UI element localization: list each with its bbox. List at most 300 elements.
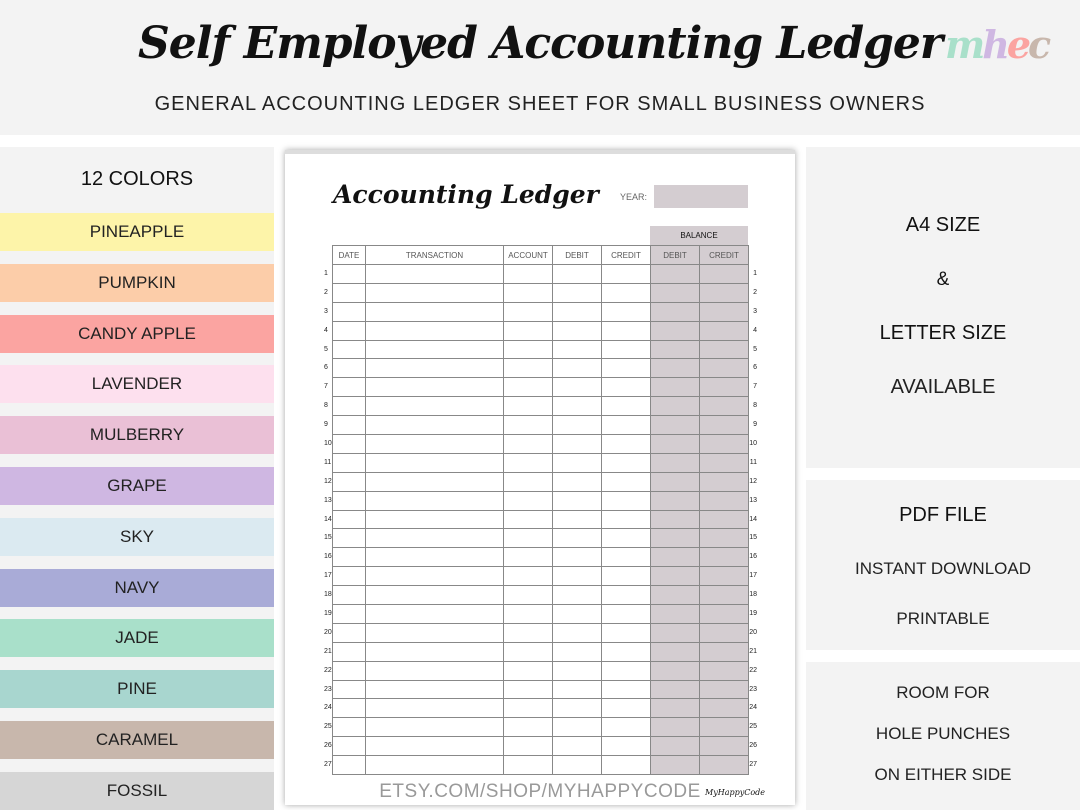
balance-header: BALANCE: [650, 226, 748, 245]
ledger-cell: [366, 661, 504, 680]
row-number: 27: [749, 761, 757, 769]
ledger-cell: [700, 586, 757, 605]
ledger-cell: [651, 699, 700, 718]
ledger-cell: [324, 699, 366, 718]
ledger-cell: [602, 680, 651, 699]
ledger-cell: [553, 472, 602, 491]
table-row: [333, 661, 749, 680]
column-header-credit: CREDIT: [602, 246, 651, 265]
ledger-cell: [366, 529, 504, 548]
ledger-cell: [366, 567, 504, 586]
ledger-cell: [324, 605, 366, 624]
table-row: [333, 397, 749, 416]
ledger-cell: [700, 605, 757, 624]
ledger-cell: [553, 605, 602, 624]
row-number: 1: [324, 270, 328, 277]
ledger-cell: [651, 680, 700, 699]
ledger-cell: [504, 378, 553, 397]
row-number: 14: [324, 515, 332, 523]
row-number: 23: [324, 685, 332, 693]
ledger-cell: [366, 416, 504, 435]
table-row: [333, 718, 749, 737]
column-header-date: DATE: [333, 246, 366, 265]
row-number: 7: [324, 383, 328, 391]
ledger-cell: [366, 623, 504, 642]
ledger-cell: [553, 491, 602, 510]
page-subtitle: GENERAL ACCOUNTING LEDGER SHEET FOR SMALL BUSINESS OWNERS: [154, 93, 926, 115]
ledger-cell: [366, 283, 504, 302]
ledger-cell: [602, 510, 651, 529]
row-number: 18: [749, 591, 757, 599]
ledger-cell: [366, 453, 504, 472]
row-number: 14: [749, 515, 757, 523]
table-row: [333, 340, 749, 359]
ledger-cell: [602, 321, 651, 340]
ledger-cell: [553, 321, 602, 340]
table-row: [333, 605, 749, 624]
ledger-cell: [602, 548, 651, 567]
ledger-cell: [504, 283, 553, 302]
ledger-cell: [324, 491, 366, 510]
ledger-cell: [602, 397, 651, 416]
header: [0, 0, 1080, 135]
ledger-cell: [602, 416, 651, 435]
table-row: [333, 359, 749, 378]
ledger-cell: [651, 605, 700, 624]
table-row: [333, 435, 749, 454]
a4-size: A4 SIZE: [905, 214, 981, 236]
ledger-cell: [324, 586, 366, 605]
ledger-cell: [553, 265, 602, 284]
ledger-cell: [504, 453, 553, 472]
ledger-cell: [700, 453, 757, 472]
row-number: 4: [324, 326, 328, 334]
ledger-cell: [553, 435, 602, 454]
ledger-cell: [324, 718, 366, 737]
colors-heading: 12 COLORS: [80, 168, 194, 190]
ledger-cell: [651, 378, 700, 397]
table-row: [333, 756, 749, 775]
color-swatch-pineapple: PINEAPPLE: [0, 213, 274, 251]
ledger-cell: [700, 548, 757, 567]
color-swatch-candy-apple: CANDY APPLE: [0, 315, 274, 353]
ledger-cell: [553, 680, 602, 699]
row-number: 3: [753, 307, 757, 315]
table-row: [333, 378, 749, 397]
ledger-cell: [700, 340, 757, 359]
row-number: 17: [324, 572, 332, 580]
ledger-cell: [553, 283, 602, 302]
row-number: 3: [324, 307, 328, 315]
ledger-cell: [700, 416, 757, 435]
ledger-cell: [504, 472, 553, 491]
ledger-cell: [324, 642, 366, 661]
ledger-cell: [504, 680, 553, 699]
ledger-cell: [504, 529, 553, 548]
color-swatch-sky: SKY: [0, 518, 274, 556]
table-row: [333, 737, 749, 756]
hole-text-1: ROOM FOR: [896, 683, 990, 702]
hole-text-3: ON EITHER SIDE: [874, 765, 1012, 784]
ledger-cell: [504, 548, 553, 567]
page-title: Self Employed Accounting Ledger: [137, 18, 943, 69]
ledger-cell: [324, 472, 366, 491]
ledger-cell: [504, 321, 553, 340]
ledger-cell: [651, 416, 700, 435]
row-number: 26: [749, 742, 757, 750]
ledger-cell: [700, 491, 757, 510]
table-row: [333, 416, 749, 435]
row-number: 7: [753, 383, 757, 391]
ledger-cell: [651, 567, 700, 586]
ledger-cell: [553, 302, 602, 321]
table-row: [333, 472, 749, 491]
ledger-title: Accounting Ledger: [333, 180, 599, 209]
ledger-cell: [504, 605, 553, 624]
ledger-cell: [651, 529, 700, 548]
ledger-cell: [651, 718, 700, 737]
row-number: 16: [324, 553, 332, 561]
table-row: [333, 491, 749, 510]
ledger-cell: [700, 302, 757, 321]
ledger-cell: [324, 340, 366, 359]
ledger-cell: [602, 453, 651, 472]
row-number: 19: [324, 610, 332, 618]
table-row: [333, 586, 749, 605]
ledger-cell: [366, 737, 504, 756]
row-number: 27: [324, 761, 332, 769]
color-swatch-navy: NAVY: [0, 569, 274, 607]
ledger-cell: [553, 510, 602, 529]
color-swatch-pumpkin: PUMPKIN: [0, 264, 274, 302]
row-number: 21: [749, 647, 757, 655]
color-swatch-lavender: LAVENDER: [0, 365, 274, 403]
ledger-cell: [366, 302, 504, 321]
ledger-cell: [602, 283, 651, 302]
ledger-cell: [504, 510, 553, 529]
ledger-cell: [553, 567, 602, 586]
ledger-cell: [504, 302, 553, 321]
ledger-cell: [553, 586, 602, 605]
ledger-cell: [602, 737, 651, 756]
ledger-cell: [504, 435, 553, 454]
ledger-cell: [602, 491, 651, 510]
ledger-cell: [504, 397, 553, 416]
row-number: 16: [749, 553, 757, 561]
ledger-cell: [651, 302, 700, 321]
ledger-cell: [602, 472, 651, 491]
ledger-cell: [700, 718, 757, 737]
ledger-cell: [366, 586, 504, 605]
ledger-cell: [602, 605, 651, 624]
ledger-cell: [366, 265, 504, 284]
ledger-cell: [700, 435, 757, 454]
column-header-debit: DEBIT: [553, 246, 602, 265]
ledger-cell: [504, 737, 553, 756]
table-row: [333, 265, 749, 284]
printable: PRINTABLE: [896, 609, 990, 628]
color-swatch-caramel: CARAMEL: [0, 721, 274, 759]
ledger-cell: [504, 699, 553, 718]
table-row: [333, 680, 749, 699]
row-number: 25: [749, 723, 757, 731]
ledger-cell: [700, 283, 757, 302]
ledger-cell: [700, 623, 757, 642]
row-number: 26: [324, 742, 332, 750]
ledger-cell: [553, 453, 602, 472]
file-panel: [806, 480, 1080, 650]
row-number: 12: [324, 477, 332, 485]
ledger-cell: [602, 642, 651, 661]
ledger-cell: [700, 472, 757, 491]
ledger-cell: [324, 510, 366, 529]
ledger-preview: [285, 150, 795, 805]
ledger-cell: [700, 359, 757, 378]
ledger-cell: [324, 435, 366, 454]
ledger-cell: [366, 359, 504, 378]
ledger-cell: [602, 435, 651, 454]
column-header-credit-balance: CREDIT: [700, 246, 749, 265]
row-number: 15: [749, 534, 757, 542]
ledger-cell: [700, 680, 757, 699]
table-row: [333, 283, 749, 302]
row-number: 24: [324, 704, 332, 712]
row-number: 12: [749, 477, 757, 485]
ledger-cell: [651, 737, 700, 756]
ledger-cell: [504, 623, 553, 642]
column-header-debit-balance: DEBIT: [651, 246, 700, 265]
ledger-cell: [324, 623, 366, 642]
ledger-cell: [651, 321, 700, 340]
ledger-cell: [602, 586, 651, 605]
ledger-cell: [651, 453, 700, 472]
ledger-cell: [553, 623, 602, 642]
ledger-cell: [366, 605, 504, 624]
ledger-cell: [504, 265, 553, 284]
ledger-cell: [651, 435, 700, 454]
ledger-cell: [504, 642, 553, 661]
column-header-account: ACCOUNT: [504, 246, 553, 265]
table-row: [333, 567, 749, 586]
ledger-cell: [602, 567, 651, 586]
ledger-cell: [651, 510, 700, 529]
ledger-cell: [504, 586, 553, 605]
ledger-cell: [366, 472, 504, 491]
row-number: 6: [753, 364, 757, 372]
ledger-cell: [553, 340, 602, 359]
ledger-cell: [602, 718, 651, 737]
table-row: [333, 642, 749, 661]
row-number: 13: [324, 496, 332, 504]
size-panel: [806, 147, 1080, 468]
year-label: YEAR:: [620, 192, 648, 202]
ledger-cell: [324, 453, 366, 472]
ledger-cell: [324, 378, 366, 397]
ledger-cell: [366, 435, 504, 454]
year-field: [654, 185, 748, 208]
ledger-cell: [553, 378, 602, 397]
ledger-cell: [700, 699, 757, 718]
row-number: 9: [324, 421, 328, 429]
ledger-cell: [700, 397, 757, 416]
ledger-cell: [651, 472, 700, 491]
row-number: 11: [749, 458, 757, 466]
row-number: 8: [753, 402, 757, 410]
row-number: 17: [749, 572, 757, 580]
hole-text-2: HOLE PUNCHES: [875, 724, 1011, 743]
ledger-cell: [504, 491, 553, 510]
row-number: 2: [753, 288, 757, 296]
ledger-cell: [366, 680, 504, 699]
ledger-cell: [651, 283, 700, 302]
ledger-cell: [602, 302, 651, 321]
row-number: 15: [324, 534, 332, 542]
ledger-cell: [324, 397, 366, 416]
ledger-cell: [324, 548, 366, 567]
ledger-cell: [651, 548, 700, 567]
ledger-cell: [553, 718, 602, 737]
table-row: [333, 623, 749, 642]
table-row: [333, 510, 749, 529]
ledger-cell: [504, 756, 553, 775]
ledger-cell: [602, 378, 651, 397]
ledger-cell: [553, 548, 602, 567]
ledger-cell: [602, 340, 651, 359]
ledger-cell: [651, 397, 700, 416]
ledger-cell: [602, 265, 651, 284]
ledger-cell: [553, 699, 602, 718]
ledger-cell: [602, 699, 651, 718]
ledger-cell: [602, 756, 651, 775]
row-number: 24: [749, 704, 757, 712]
color-swatch-mulberry: MULBERRY: [0, 416, 274, 454]
ledger-cell: [366, 548, 504, 567]
ledger-cell: [602, 623, 651, 642]
table-row: [333, 548, 749, 567]
shop-url: ETSY.COM/SHOP/MYHAPPYCODE: [379, 781, 701, 802]
ledger-cell: [366, 699, 504, 718]
ledger-cell: [366, 321, 504, 340]
ledger-cell: [602, 529, 651, 548]
hole-punch-panel: [806, 662, 1080, 810]
pdf-file: PDF FILE: [899, 504, 987, 526]
ledger-cell: [651, 265, 700, 284]
row-number: 13: [749, 496, 757, 504]
ledger-cell: [700, 567, 757, 586]
ledger-cell: [324, 359, 366, 378]
ledger-cell: [324, 680, 366, 699]
ledger-cell: [553, 642, 602, 661]
ledger-cell: [553, 737, 602, 756]
row-number: 5: [753, 345, 757, 353]
ledger-cell: [504, 359, 553, 378]
ledger-cell: [366, 397, 504, 416]
row-number: 22: [324, 666, 332, 674]
ledger-cell: [651, 642, 700, 661]
ledger-cell: [504, 567, 553, 586]
ledger-cell: [651, 491, 700, 510]
ledger-cell: [504, 718, 553, 737]
row-number: 2: [324, 288, 328, 296]
letter-size: LETTER SIZE: [879, 322, 1007, 344]
ledger-cell: [324, 756, 366, 775]
ledger-cell: [700, 661, 757, 680]
ledger-cell: [700, 265, 757, 284]
row-number: 19: [749, 610, 757, 618]
color-swatch-jade: JADE: [0, 619, 274, 657]
ledger-cell: [553, 529, 602, 548]
ledger-cell: [651, 359, 700, 378]
row-number: 22: [749, 666, 757, 674]
ledger-cell: [651, 623, 700, 642]
ledger-cell: [602, 661, 651, 680]
ledger-cell: [324, 416, 366, 435]
row-number: 18: [324, 591, 332, 599]
row-number: 23: [749, 685, 757, 693]
ledger-cell: [324, 283, 366, 302]
row-number: 1: [753, 270, 757, 277]
color-swatch-fossil: FOSSIL: [0, 772, 274, 810]
ledger-cell: [700, 321, 757, 340]
row-number: 4: [753, 326, 757, 334]
available-text: AVAILABLE: [890, 376, 996, 398]
row-number: 20: [749, 628, 757, 636]
row-number: 9: [753, 421, 757, 429]
ledger-cell: [602, 359, 651, 378]
instant-download: INSTANT DOWNLOAD: [855, 559, 1031, 578]
ledger-cell: [366, 756, 504, 775]
ledger-cell: [700, 510, 757, 529]
ledger-cell: [324, 302, 366, 321]
ledger-cell: [553, 359, 602, 378]
ledger-cell: [366, 340, 504, 359]
ledger-cell: [366, 510, 504, 529]
row-number: 10: [749, 440, 757, 448]
ledger-cell: [700, 378, 757, 397]
row-number: 20: [324, 628, 332, 636]
ledger-cell: [324, 529, 366, 548]
ledger-cell: [651, 661, 700, 680]
table-row: [333, 453, 749, 472]
ledger-cell: [324, 737, 366, 756]
table-row: [333, 321, 749, 340]
ledger-cell: [700, 737, 757, 756]
ledger-cell: [553, 661, 602, 680]
table-row: [333, 699, 749, 718]
color-swatch-grape: GRAPE: [0, 467, 274, 505]
brand-logo: mhec: [945, 22, 1049, 67]
row-number: 10: [324, 440, 332, 448]
row-number: 21: [324, 647, 332, 655]
color-list-panel: [0, 147, 274, 810]
row-number: 11: [324, 458, 332, 466]
ledger-cell: [651, 756, 700, 775]
signature: MyHappyCode: [705, 788, 766, 797]
row-number: 25: [324, 723, 332, 731]
ledger-cell: [504, 661, 553, 680]
ledger-cell: [700, 642, 757, 661]
color-swatch-pine: PINE: [0, 670, 274, 708]
ledger-cell: [504, 340, 553, 359]
row-number: 5: [324, 345, 328, 353]
ledger-cell: [324, 321, 366, 340]
ledger-cell: [553, 756, 602, 775]
ledger-cell: [366, 491, 504, 510]
table-row: [333, 529, 749, 548]
ledger-cell: [553, 397, 602, 416]
ledger-cell: [651, 586, 700, 605]
ledger-cell: [700, 756, 757, 775]
